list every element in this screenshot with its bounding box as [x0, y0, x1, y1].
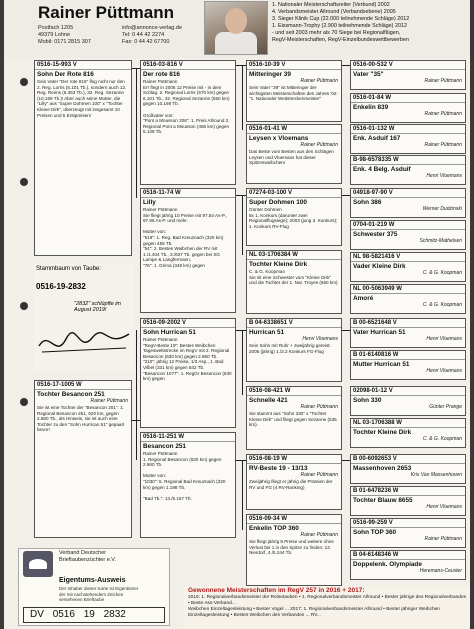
photo-face: [225, 8, 247, 34]
pigeon-card-gen4: [350, 454, 466, 484]
pigeon-name: Sohn Hurrican 51: [143, 329, 196, 336]
pigeon-name: Lilly: [143, 199, 156, 206]
pigeon-description: Sie fliegt jährig 8 Preise und weitere ohne Verlust bei 1 in den Spitze zu finden: 13. Nierdorf, 4./5.244 Tb.: [249, 539, 334, 556]
pigeon-description: Sie stammt aus "Sohn 330" x "Tochter Kleine Dirk" und fliegt gegen Sezanne (535 km).: [249, 411, 337, 428]
ring-number: 0516-01-41 W: [247, 125, 341, 134]
pigeon-description: Das Beste vom Besten aus den Schlägen Leysen und Vloemans hat dieser Spitzenweibchen!: [249, 149, 334, 166]
pigeon-name: Sohn 386: [353, 199, 382, 206]
pigeon-description: Rainer Püttmann Sie fliegt jährig 10 Preise mit 97.84 As-P., 97.86 As-P. und mehr. Mutter von: "519": 1. Reg. Bad Kreuznach (320 km) gegen 455 Tb. "54": 2. Bestes Weibchen der RV mit 1./1.404 Tb., 3./637 Tb. gegen bei SG Lampe & Langfermann, "76": 1. Grima (349 km) gegen: [143, 207, 227, 268]
pigeon-card-gen4: [350, 386, 466, 416]
pigeon-card-gen4: [350, 486, 466, 516]
owner-name: Henri Vloemans: [426, 368, 462, 374]
breeder-name: Rainer Püttmann: [38, 3, 175, 22]
ring-number: B 04-6338651 V: [247, 319, 341, 328]
pigeon-description: Rainer Püttmann "RegV-Beste 19": Bestes Weibchen Tageswettstrecke im RegV mit 2. Regional Besancon (630 km) gegen 2.860 Tb. "210": jährig 12 Preise, 1/3 Asp., 1. Bad Vilbel (331 km) gegen 842 Tb. "Besancon 1077": 1. RegGr Besancon (630 km) gegen: [143, 337, 232, 382]
ring-number: NL 03-1706388 W: [351, 419, 465, 428]
owner-name: C. & G. Koopman: [422, 436, 462, 442]
pigeon-name: Enkelin TOP 360: [249, 525, 299, 532]
ring-org: 0516: [52, 609, 75, 620]
stammbaum-ring: 0516-19-2832: [36, 282, 86, 291]
breeder-header: [4, 0, 470, 58]
ring-number: NL 98-5821416 V: [351, 253, 465, 262]
card-title: Eigentums-Ausweis: [59, 577, 126, 584]
pigeon-description: Günter Dohmen 8x 1. Konkurs (darunter zwei Regionalflugsiege); 2003 (jung 3. Konkurs); 1. Konkurs RV-Flug: [249, 207, 338, 229]
ring-number: 0516-99-259 V: [351, 519, 465, 528]
pigeon-name: Super Dohmen 100: [249, 199, 307, 206]
owner-name: Rainer Püttmann: [424, 536, 462, 542]
owner-name: Günter Prange: [429, 404, 462, 410]
punch-hole: [20, 398, 28, 406]
pigeon-name: Schnelle 421: [249, 397, 288, 404]
pigeon-name: Besancon 251: [143, 443, 186, 450]
ring-number: 0704-01-219 W: [351, 221, 465, 230]
connector-line: [342, 460, 350, 461]
ring-number: 07274-03-100 V: [247, 189, 341, 198]
pigeon-card-gen4: [350, 284, 466, 314]
ring-no: 2832: [103, 609, 126, 620]
pigeon-name: Enk. 4 Belg. Asduif: [353, 166, 411, 173]
connector-line: [236, 460, 246, 461]
ring-number: B 01-6478236 W: [351, 487, 465, 496]
pigeon-description: Rainer Püttmann Err flegt in 2005 12 Preise mit - in dem Schlag. 2. Regional Lorris (670 km) gegen 6.101 Tb., 32. Regional Sezanne (550 km) gegen 10.169 Tb. Großvater von: "Pont a Mousson 206": 1. Preis Allround 2. Regional Pont a Mousson (456 km) gegen 5.138 Tb.: [143, 79, 230, 135]
pigeon-card-gen4: [350, 220, 466, 250]
pigeon-description: C. & G. Koopman Sie ist eine Schwester vom "Kleine Dirk" und die Tochter der 1. Nat. Troyes (650 km): [249, 269, 338, 286]
pigeon-card-gen4: [350, 188, 466, 218]
owner-name: Rainer Püttmann: [424, 78, 462, 84]
pigeon-name: Schwester 375: [353, 231, 398, 238]
ring-number: 0516-03-816 V: [141, 61, 235, 70]
achievement-line: - und seit 2003 mehr als 70 Siege bei Regionalflügen,: [272, 30, 401, 36]
pigeon-card-gen3: [246, 514, 342, 586]
ring-number: 0516-15-993 V: [35, 61, 131, 70]
pigeon-name: Enk. Asduif 167: [353, 135, 401, 142]
owner-name: C. & G. Koopman: [422, 270, 462, 276]
connector-line: [242, 330, 243, 395]
championships-line: 2016: 1. Regionalverbandsmeister der Reisetauben • 1. Regionalverbandsmeister Allround • Bester jährige des Regionalverbandes • Beste Ass-Verband...: [188, 595, 467, 606]
pigeon-card-gen4: [350, 252, 466, 282]
ring-number: 0516-08-421 W: [247, 387, 341, 396]
ring-number: 0516-01-84 W: [351, 94, 465, 103]
owner-name: Schmitz-Mathelsen: [419, 238, 462, 244]
owner-name: C. & G. Koopman: [422, 302, 462, 308]
card-sub-line: versehenen Brieftaube: [59, 597, 105, 602]
ring-number: B 00-6521648 V: [351, 319, 465, 328]
pigeon-name: Tochter Kleine Dirk: [249, 261, 308, 268]
ring-prefix: DV: [30, 609, 44, 620]
pigeon-name: Sohn Der Rote 816: [37, 71, 94, 78]
ring-number: B-98-6578335 W: [351, 156, 465, 165]
ring-number: NL 00-5063949 W: [351, 285, 465, 294]
pigeon-card-gen4: [350, 318, 466, 348]
ring-number: B 01-6140816 W: [351, 351, 465, 360]
ring-number: 04918-97-90 V: [351, 189, 465, 198]
pigeon-card-grandsire: [140, 318, 236, 428]
pigeon-card-gen3: [246, 124, 342, 184]
address-line: 49379 Lohne: [38, 32, 71, 38]
pigeon-name: Hurrican 51: [249, 329, 285, 336]
pigeon-card-gen3: [246, 454, 342, 510]
pigeon-card-gen4: [350, 418, 466, 448]
pigeon-name: Vater "35": [353, 71, 384, 78]
ring-number: 0516-08-19 W: [247, 455, 341, 464]
owner-name: Henri Vloemans: [426, 336, 462, 342]
contact-line: Tel: 0 44 42 2274: [122, 32, 165, 38]
pigeon-name: Enkelin 839: [353, 104, 389, 111]
connector-line: [236, 330, 246, 331]
pigeon-card-gen3: [246, 60, 342, 122]
handwritten-signature: [34, 324, 134, 364]
pigeon-card-granddam: [140, 432, 236, 538]
ring-number: 0516-11-74 W: [141, 189, 235, 198]
owner-name: Rainer Püttmann: [300, 404, 338, 410]
pigeon-name: Tochter Blauw 8655: [353, 497, 413, 504]
pigeon-card-gen4: [350, 518, 466, 548]
pigeon-description: Sein Vater "39" ist Mitteringer der wichtigsten Meisterschaften des Jahres '02: "1. Nationaler Weitstreckenmeister": [249, 85, 338, 102]
owner-name: Henri Vloemans: [426, 504, 462, 510]
owner-name: Kris Van Massenhoven: [410, 472, 462, 478]
ring-year: 19: [83, 609, 95, 620]
card-sub-line: Der Inhaber dieser Karte ist Eigentümer: [59, 586, 139, 591]
ring-number: 0516-09-2002 V: [141, 319, 235, 328]
achievements-list: [272, 2, 468, 44]
pigeon-name: Massenhoven 2653: [353, 465, 412, 472]
pigeon-card-gen3: [246, 386, 342, 450]
pigeon-name: Tochter Besancon 251: [37, 391, 105, 398]
ring-number: B 00-6092653 V: [351, 455, 465, 464]
pigeon-card-gen3: [246, 250, 342, 314]
connector-line: [136, 68, 137, 198]
pigeon-card-gen4: [350, 93, 466, 123]
connector-line: [236, 65, 246, 66]
pigeon-description: Sein Sohn mit Ruhr + zweijährig gereist: 2005 (jährig) 1./3.2 Konkurs FG-Flug: [249, 343, 331, 354]
owner-name: Werner Dudzinski: [422, 206, 462, 212]
pigeon-card-dam: [34, 380, 132, 538]
pigeon-description: Zweijährig fliegt er jährig die Prämien der RV und FG (4 RV-Ranking): [249, 479, 333, 490]
pedigree-sheet: [4, 0, 470, 629]
pigeon-name: Mitteringer 39: [249, 71, 291, 78]
pigeon-card-sire: [34, 60, 132, 256]
contact-line: Fax: 0 44 42 67700: [122, 39, 170, 45]
owner-name: Rainer Püttmann: [300, 532, 338, 538]
stammbaum-panel: [34, 264, 134, 372]
connector-line: [342, 195, 350, 196]
pigeon-card-gen4: [350, 550, 466, 580]
stammbaum-note: "2832" schlüpfte im August 2019!: [74, 301, 122, 313]
ring-number: NL 03-1706384 W: [247, 251, 341, 260]
ring-number: B 04-6148346 W: [351, 551, 465, 560]
vdb-title: [59, 550, 116, 564]
owner-name: Henri Vloemans: [302, 336, 338, 342]
pigeon-name: Tochter Kleine Dirk: [353, 429, 412, 436]
connector-line: [236, 195, 246, 196]
pigeon-card-granddam: [140, 188, 236, 313]
ring-number: 0516-00-532 V: [351, 61, 465, 70]
pigeon-card-gen3: [246, 188, 342, 246]
pigeon-card-gen4: [350, 155, 466, 185]
pigeon-card-gen4: [350, 60, 466, 90]
pigeon-description: Sie ist eine Tochter der "Besancon 251". 1. Regional Besancon 251, 620 km, gegen 2.860 Tb., als Hinweis, sie ist auch eine Tochter zu den "Sohn Hurrican 51" gepaart bevor!: [37, 405, 125, 433]
achievement-line: 3. Sieger Klinik Cup (22.000 teilnehmende Schläge) 2012: [272, 16, 410, 22]
pigeon-name: Mutter Hurrican 51: [353, 361, 410, 368]
breeder-address: [38, 25, 91, 46]
owner-name: Rainer Püttmann: [300, 472, 338, 478]
ring-number: 02098-01-12 V: [351, 387, 465, 396]
ring-code-field: [23, 607, 165, 623]
pigeon-name: RV-Beste 19 - 13/13: [249, 465, 308, 472]
connector-line: [136, 330, 137, 460]
address-line: Mobil: 0171 2815 307: [38, 39, 91, 45]
championships-title: Gewonnene Meisterschaften im RegV 257 in 2016 + 2017:: [188, 587, 365, 594]
punch-hole: [20, 178, 28, 186]
card-subtitle: [59, 586, 138, 603]
vdb-title-line: Verband Deutscher: [59, 550, 107, 556]
photo-shirt: [215, 32, 257, 54]
pigeon-name: Der rote 816: [143, 71, 180, 78]
address-line: Postfach 1205: [38, 25, 74, 31]
owner-name: Heremans-Ceuster: [419, 568, 462, 574]
owner-name: Henri Vloemans: [426, 173, 462, 179]
pigeon-name: Leysen x Vloemans: [249, 135, 309, 142]
owner-name: Rainer Püttmann: [90, 398, 128, 404]
pigeon-card-gen3: [246, 318, 342, 382]
punch-hole: [20, 302, 28, 310]
connector-line: [342, 65, 350, 66]
connector-line: [242, 195, 243, 255]
connector-line: [242, 65, 243, 130]
pigeon-name: Doppelenk. Olympiade: [353, 561, 422, 568]
ring-number: 0516-11-251 W: [141, 433, 235, 442]
pigeon-card-gen4: [350, 124, 466, 154]
ring-number: 0516-01-132 W: [351, 125, 465, 134]
ring-number: 0516-10-39 V: [247, 61, 341, 70]
achievement-line: 1. Nationaler Meisterschaftsreiter (Verbund) 2002: [272, 2, 390, 8]
achievement-line: 4. Verbandsmeister Allround (Verbandsebene) 2005: [272, 9, 396, 15]
championships-box: [184, 586, 470, 629]
ring-number: 0516-17-1005 W: [35, 381, 131, 390]
stammbaum-label: Stammbaum von Taube:: [36, 266, 101, 272]
owner-name: Rainer Püttmann: [300, 78, 338, 84]
owner-name: Rainer Püttmann: [424, 142, 462, 148]
breeder-contact: [122, 25, 182, 46]
contact-line: info@annonce-verlag.de: [122, 25, 183, 31]
connector-line: [342, 330, 350, 331]
pigeon-name: Sohn TOP 360: [353, 529, 397, 536]
card-sub-line: der mit nachstehendem Zeichen: [59, 591, 124, 597]
achievement-line: RegV-Meisterschaften, RegV-Einzelbundeswettbewerben: [272, 37, 409, 43]
punch-hole: [20, 78, 28, 86]
pigeon-card-gen4: [350, 350, 466, 380]
pigeon-card-grandsire: [140, 60, 236, 185]
connector-line: [242, 460, 243, 530]
ownership-card: [18, 548, 170, 626]
achievement-line: 1. Eissmann-Trophy (2.900 teilnehmende Schläge) 2012: [272, 23, 407, 29]
owner-name: Rainer Püttmann: [300, 142, 338, 148]
dove-logo-icon: [23, 551, 53, 577]
pigeon-name: Vater Hurrican 51: [353, 329, 406, 336]
breeder-photo: [204, 1, 268, 55]
vdb-title-line: Brieftaubenzüchter e.V.: [59, 557, 116, 563]
owner-name: Rainer Püttmann: [424, 111, 462, 117]
pigeon-name: Amoré: [353, 295, 374, 302]
pigeon-name: Vader Kleine Dirk: [353, 263, 406, 270]
ring-number: 0516-09-34 W: [247, 515, 341, 524]
pigeon-description: Rainer Püttmann 1. Regional Besancon (630 km) gegen 2.860 Tb. Mutter von: "1030": 5. Regional Bad Kreuznach (320 km) gegen 1.198 Tb. "Bad Tb.": 13./5.157 Tb.: [143, 451, 226, 501]
pigeon-description: Sein Vater "Der rote 816" flog nicht nur den 2. Reg. Lorris (6.101 Tb.), sondern auch 12. Reg. Reims (6.353 Tb.), 32. Reg. Sezanne (10.169 Tb.)! Aber auch seine Mutter, die "Lilly" aus "Super Dohmen 100" x "Tochter Kleine Dirk", überzeugt mit insgesamt 10 Preisen und 5 Erstpreisen!: [37, 79, 127, 118]
pigeon-name: Sohn 330: [353, 397, 382, 404]
championships-line: Weibchen Einzeltagesleistung • Bester Vogel ... 2017: 1. Regionalverbandsmeister Allround • Bester jähriger Weibchen Einzeltagesleistung • Bestes Weibchen des Verbandes ... RV...: [188, 607, 440, 618]
